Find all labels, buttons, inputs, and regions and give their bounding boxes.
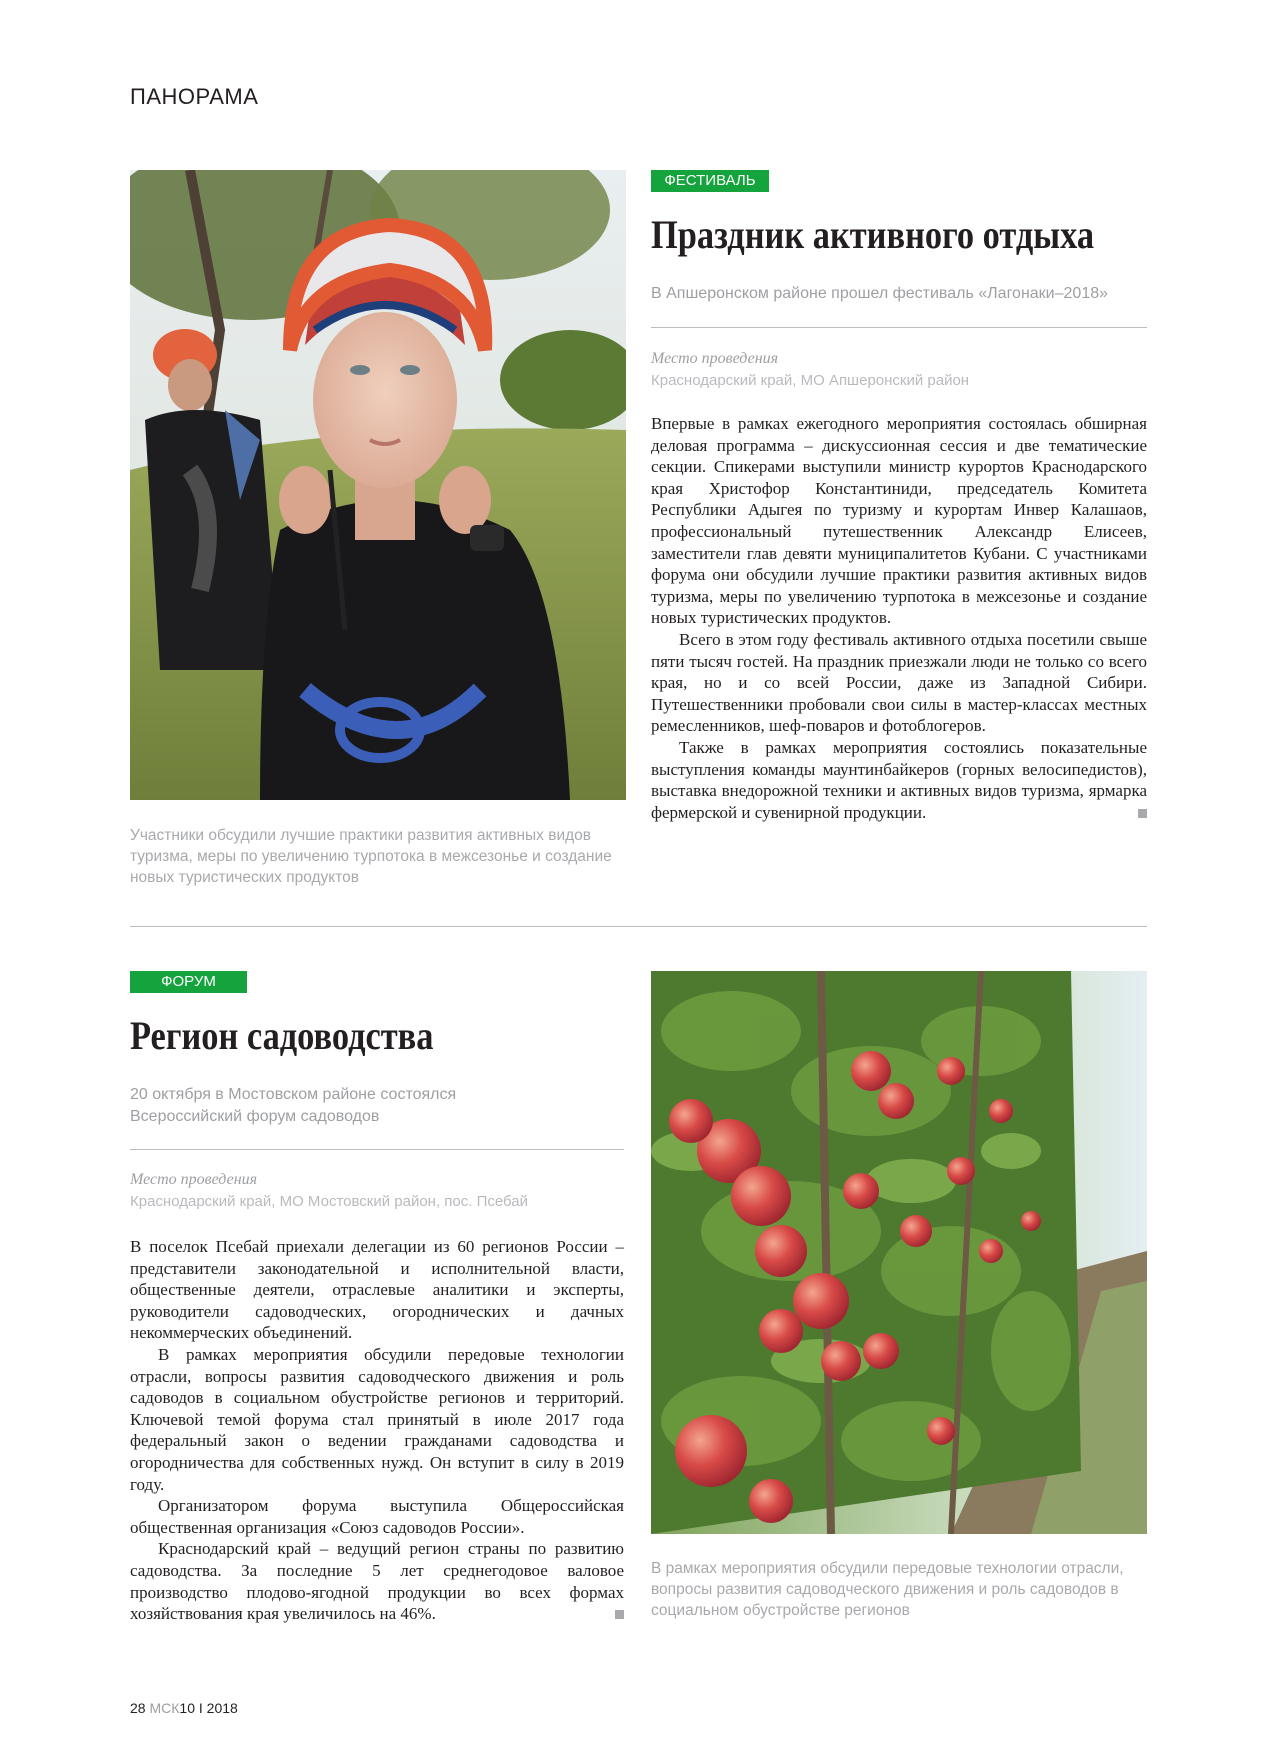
article2-title: Регион садоводства: [130, 1013, 434, 1058]
photo-apple-orchard: [651, 971, 1147, 1534]
article2-venue-value: Краснодарский край, МО Мостовский район, пос. Псебай: [130, 1193, 529, 1210]
article2-lead-divider: [130, 1149, 624, 1150]
article2-venue-label: Место проведения: [130, 1171, 258, 1188]
article1-paragraph-1: Впервые в рамках ежегодного мероприятия состоялась обширная деловая программа – дискуссионная сессия и две тематические секции. Спикерами выступили министр курортов Краснодарского края Христофор Константиниди, председатель Комитета Республики Адыгея по туризму и курортам Инвер Калашаов, профессиональный путешественник Александр Елисеев, заместители глав девяти муниципалитетов Кубани. С участниками форума они обсудили лучшие практики развития активных видов туризма, меры по увеличению турпотока в межсезонье и создание новых туристических продуктов.: [651, 414, 1147, 628]
issue-year: 2018: [206, 1700, 238, 1716]
issue-number: 10: [179, 1700, 195, 1716]
page-footer: [130, 1700, 238, 1716]
articles-divider: [130, 926, 1147, 927]
magazine-name: МСК: [149, 1700, 180, 1716]
festival-photo-illustration: [130, 170, 626, 800]
article2-paragraph-1: В поселок Псебай приехали делегации из 60 регионов России – представители законодательной и исполнительной власти, общественные деятели, отраслевые аналитики и эксперты, руководители садоводческих, огороднических и дачных некоммерческих объединений.: [130, 1237, 624, 1343]
article1-venue-value: Краснодарский край, МО Апшеронский район: [651, 372, 970, 389]
article1-body: [651, 413, 1147, 823]
article1-paragraph-2: Всего в этом году фестиваль активного отдыха посетили свыше пяти тысяч гостей. На праздник приезжали люди не только со всего края, но и со всей России, даже из Западной Сибири. Путешественники пробовали свои силы в мастер-классах местных ремесленников, шеф-поваров и фотоблогеров.: [651, 629, 1147, 736]
orchard-photo-illustration: [651, 971, 1147, 1534]
page-number: 28: [130, 1700, 146, 1716]
article1-venue-label: Место проведения: [651, 350, 779, 367]
article1-lead: В Апшеронском районе прошел фестиваль «Лагонаки–2018»: [651, 285, 1109, 302]
photo-festival-participant: [130, 170, 626, 800]
article2-paragraph-3: Организатором форума выступила Общероссийская общественная организация «Союз садоводов России».: [130, 1496, 624, 1537]
tag-festival: ФЕСТИВАЛЬ: [651, 170, 769, 192]
article2-paragraph-4: Краснодарский край – ведущий регион страны по развитию садоводства. За последние 5 лет среднегодовое валовое производство плодово-ягодной продукции во всех формах хозяйствования края увеличилось на 46%.: [130, 1539, 624, 1624]
end-of-article-mark: [615, 1610, 624, 1619]
article2-body: [130, 1236, 624, 1625]
article1-photo-caption: Участники обсудили лучшие практики развития активных видов туризма, меры по увеличению турпотока в межсезонье и создание новых туристических продуктов: [130, 827, 612, 886]
article1-title: Праздник активного отдыха: [651, 212, 1095, 257]
end-of-article-mark: [1138, 809, 1147, 818]
article2-lead: 20 октября в Мостовском районе состоялся Всероссийский форум садоводов: [130, 1086, 457, 1125]
article2-paragraph-2: В рамках мероприятия обсудили передовые технологии отрасли, вопросы развития садоводческого движения и роль садоводов в социальном обустройстве регионов и территорий. Ключевой темой форума стал принятый в июле 2017 года федеральный закон о ведении гражданами садоводства и огородничества для собственных нужд. Он вступит в силу в 2019 году.: [130, 1344, 624, 1494]
tag-forum: ФОРУМ: [130, 971, 247, 993]
article1-paragraph-3: Также в рамках мероприятия состоялись показательные выступления команды маунтинбайкеров (горных велосипедистов), выставка внедорожной техники и активных видов туризма, ярмарка фермерской и сувенирной продукции.: [651, 737, 1147, 822]
section-label: ПАНОРАМА: [130, 84, 259, 109]
article1-lead-divider: [651, 327, 1147, 328]
article2-photo-caption: В рамках мероприятия обсудили передовые технологии отрасли, вопросы развития садоводческого движения и роль садоводов в социальном обустройстве регионов: [651, 1560, 1124, 1619]
footer-separator: I: [198, 1700, 203, 1716]
